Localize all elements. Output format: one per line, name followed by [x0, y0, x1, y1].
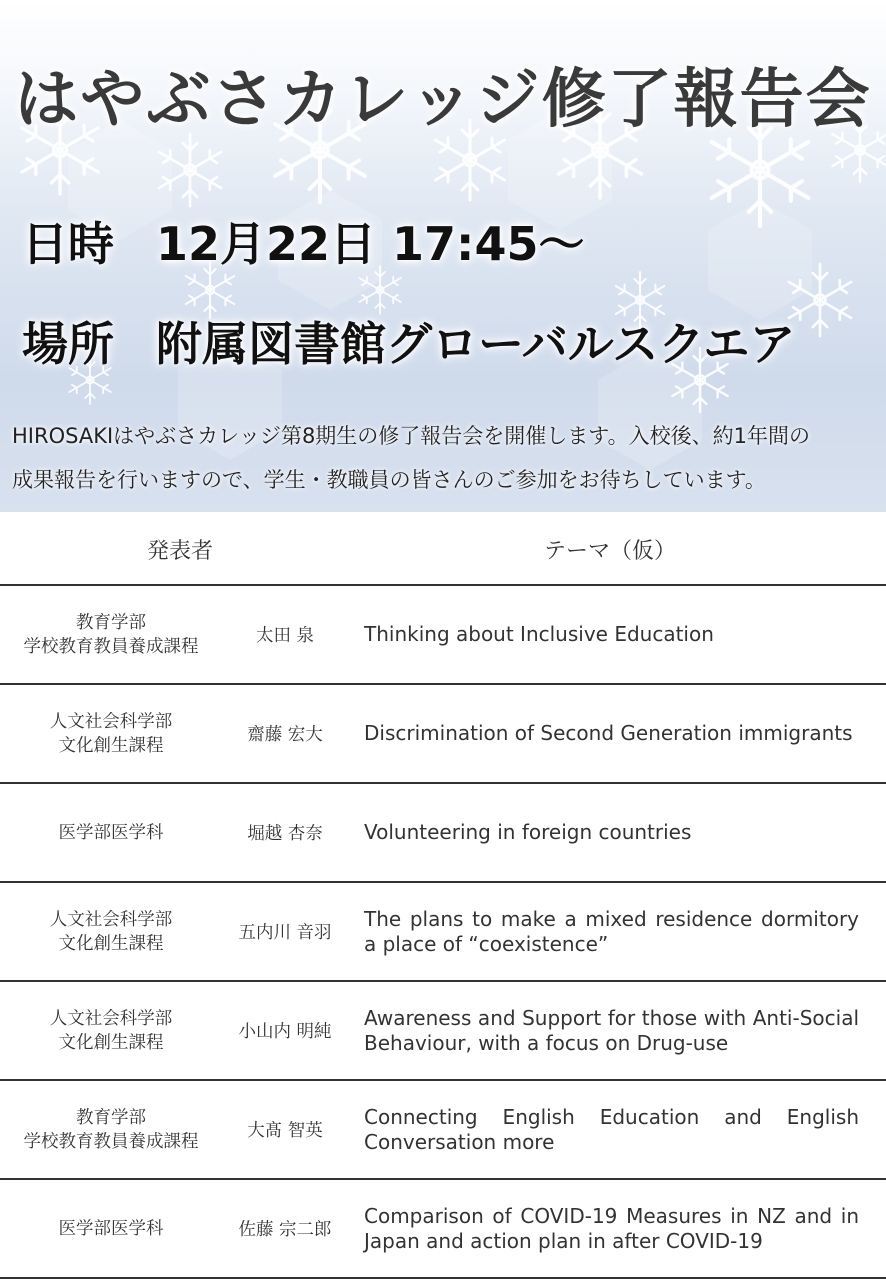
table-row — [0, 1180, 886, 1279]
presenter-department: 教育学部 学校教育教員養成課程 — [23, 612, 199, 657]
table-header — [0, 512, 886, 586]
table-row — [0, 784, 886, 883]
hero-banner — [0, 0, 886, 512]
presenter-name: 五内川 音羽 — [238, 923, 332, 943]
description-line: 成果報告を行いますので、学生・教職員の皆さんのご参加をお待ちしています。 — [12, 468, 766, 492]
presenter-department: 教育学部 学校教育教員養成課程 — [23, 1107, 199, 1152]
date-label: 日時 — [22, 217, 114, 271]
table-row — [0, 685, 886, 784]
table-row — [0, 982, 886, 1081]
presenter-name: 太田 泉 — [255, 626, 315, 646]
table-row — [0, 1081, 886, 1180]
header-presenter: 発表者 — [146, 539, 213, 564]
event-place — [22, 308, 795, 374]
place-label: 場所 — [22, 317, 114, 371]
presentation-theme: Awareness and Support for those with Anti-Social Behaviour, with a focus on Drug-use — [364, 1005, 859, 1055]
presenter-department: 人文社会科学部 文化創生課程 — [49, 909, 173, 954]
table-row — [0, 883, 886, 982]
presenter-name: 大髙 智英 — [247, 1121, 323, 1141]
presenter-department: 人文社会科学部 文化創生課程 — [49, 1008, 173, 1053]
header-theme: テーマ（仮） — [543, 539, 676, 564]
date-value: 12月22日 17:45～ — [156, 217, 585, 271]
presentation-theme: Connecting English Education and English Conversation more — [364, 1104, 859, 1154]
presenter-department: 人文社会科学部 文化創生課程 — [49, 711, 173, 756]
presenter-department: 医学部医学科 — [58, 822, 164, 843]
description-line: HIROSAKIはやぶさカレッジ第8期生の修了報告会を開催します。入校後、約1年間の — [12, 424, 810, 448]
table-row — [0, 586, 886, 685]
presenter-department: 医学部医学科 — [58, 1218, 164, 1239]
presenter-name: 佐藤 宗二郎 — [238, 1220, 332, 1240]
presentation-theme: Volunteering in foreign countries — [364, 820, 692, 844]
presentation-theme: Thinking about Inclusive Education — [364, 622, 714, 646]
presentation-theme: Discrimination of Second Generation immigrants — [364, 721, 853, 745]
place-value: 附属図書館グローバルスクエア — [156, 317, 796, 371]
event-description — [12, 414, 878, 502]
presenter-table — [0, 512, 886, 1279]
presenter-name: 小山内 明純 — [238, 1022, 332, 1042]
presenter-name: 齋藤 宏大 — [247, 725, 323, 745]
presenter-name: 堀越 杏奈 — [247, 824, 323, 844]
page-title: はやぶさカレッジ修了報告会 — [14, 63, 872, 137]
presentation-theme: The plans to make a mixed residence dormitory a place of “coexistence” — [364, 906, 859, 956]
event-date — [22, 208, 584, 274]
presentation-theme: Comparison of COVID-19 Measures in NZ and in Japan and action plan in after COVID-19 — [364, 1203, 859, 1253]
